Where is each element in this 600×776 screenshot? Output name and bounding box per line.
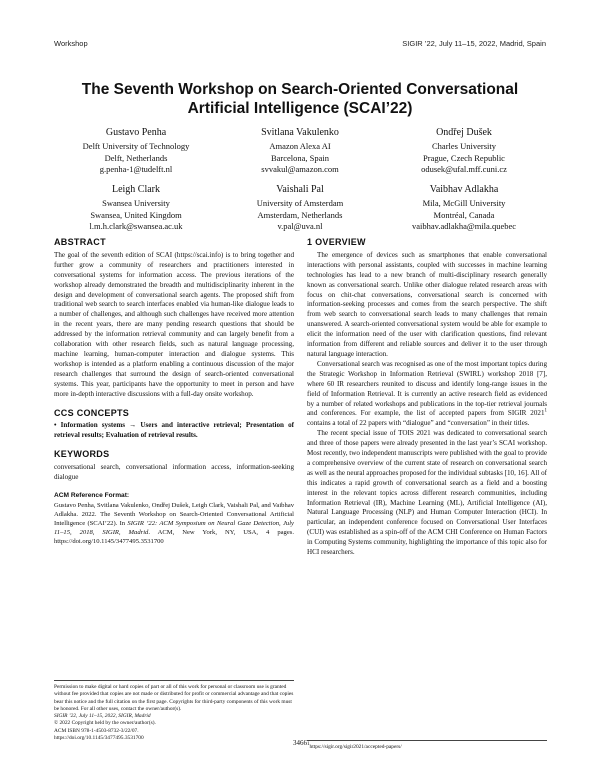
abstract-heading: ABSTRACT xyxy=(54,237,106,247)
permission-notice xyxy=(54,680,294,742)
author-affiliation: Charles University xyxy=(432,141,496,151)
author-name: Vaibhav Adlakha xyxy=(429,184,499,195)
paper-title: The Seventh Workshop on Search-Oriented Conversational Artificial Intelligence (SCAI’22) xyxy=(81,81,519,117)
author-email[interactable]: l.m.h.clark@swansea.ac.uk xyxy=(89,221,183,231)
acm-reference-heading: ACM Reference Format: xyxy=(54,491,130,499)
author-location: Prague, Czech Republic xyxy=(423,152,505,163)
author-affiliation: Amazon Alexa AI xyxy=(269,141,331,151)
author-email[interactable]: g.penha-1@tudelft.nl xyxy=(99,164,173,174)
right-column xyxy=(307,238,547,558)
author-name: Svitlana Vakulenko xyxy=(261,127,339,138)
overview-paragraph-2: Conversational search was recognised as one of the most important topics during the Strategic Workshop in Information Retrieval (SWIRL) workshop 2018 [7], where 60 IR researchers reunited to discuss and identify long-range issues in the field of Information Retrieval. It is currently an active research field as evidenced by a number of related workshops and publications in the top-tier retrieval journals and conferences. For example, the list of accepted papers from SIGIR 2021$^1$ contains a total of 22 papers with “dialogue” and “conversation” in their titles. xyxy=(307,359,547,428)
author-location: Barcelona, Spain xyxy=(270,152,330,163)
author-name: Ondřej Dušek xyxy=(436,127,492,138)
keywords-text: conversational search, conversational information access, information-seeking dialogue xyxy=(54,463,294,482)
author-email[interactable]: svvakul@amazon.com xyxy=(261,164,339,174)
author-email[interactable]: vaibhav.adlakha@mila.quebec xyxy=(411,221,517,231)
permission-copyright: © 2022 Copyright held by the owner/author(s). xyxy=(54,720,156,727)
author-block xyxy=(218,183,382,233)
left-column xyxy=(54,238,294,546)
author-row-2 xyxy=(54,183,546,233)
author-block xyxy=(382,183,546,233)
author-block xyxy=(218,126,382,176)
acm-reference-text: Gustavo Penha, Svitlana Vakulenko, Ondřej Dušek, Leigh Clark, Vaishali Pal, and Vaibhav Adlakha. 2022. The Seventh Workshop on Search-Oriented Conversational Artificial Intelligence (SCAI’22). In SIGIR ’22: ACM Symposium on Neural Gaze Detection, July 11–15, 2018, SIGIR, Madrid. ACM, New York, NY, USA, 4 pages. https://doi.org/10.1145/3477495.3531700 xyxy=(54,501,294,545)
permission-doi[interactable]: https://doi.org/10.1145/3477495.3531700 xyxy=(54,735,144,742)
author-location: Montréal, Canada xyxy=(433,209,495,220)
ccs-text: • Information systems → Users and interactive retrieval; Presentation of retrieval results; Evaluation of retrieval results. xyxy=(54,421,294,440)
permission-text: Permission to make digital or hard copies of part or all of this work for personal or classroom use is granted without fee provided that copies are not made or distributed for profit or commercial advantage and that copies bear this notice and the full citation on the first page. Copyrights for third-party components of this work must be honored. For all other uses, contact the owner/author(s). xyxy=(54,684,294,712)
author-email[interactable]: odusek@ufal.mff.cuni.cz xyxy=(421,164,507,174)
author-email[interactable]: v.pal@uva.nl xyxy=(277,221,323,231)
footnote: $^1$https://sigir.org/sigir2021/accepted-papers/ xyxy=(307,740,547,750)
author-location: Delft, Netherlands xyxy=(104,152,168,163)
author-block xyxy=(54,126,218,176)
ccs-heading: CCS CONCEPTS xyxy=(54,407,130,418)
author-name: Leigh Clark xyxy=(111,184,161,195)
permission-venue: SIGIR ’22, July 11–15, 2022, SIGIR, Madrid xyxy=(54,713,151,720)
author-row-1 xyxy=(54,126,546,176)
overview-paragraph-1: The emergence of devices such as smartphones that enable conversational interactions with personal assistants, coupled with successes in machine learning technologies has lead to a new branch of multi-disciplinary research generally known as conversational search. Unlike other dialogue related research areas with focus on chit-chat conversations, conversational search is concerned with information-seeking processes and comes from the search perspective. The shift from web search to conversational search leads to many challenges that remain unanswered. A search-oriented conversational system would be able for example to elicit the information need of the user with clarification questions, find relevant information from different and reliable sources and deliver it to the user through natural language interaction. xyxy=(307,250,547,358)
author-affiliation: Delft University of Technology xyxy=(82,141,190,151)
author-name: Vaishali Pal xyxy=(276,184,324,195)
running-header-right: SIGIR ’22, July 11–15, 2022, Madrid, Spain xyxy=(402,39,546,48)
author-block xyxy=(54,183,218,233)
permission-isbn: ACM ISBN 978-1-4503-8732-3/22/07. xyxy=(54,727,139,734)
keywords-heading: KEYWORDS xyxy=(54,449,110,460)
footnote-link[interactable]: https://sigir.org/sigir2021/accepted-papers/ xyxy=(309,744,402,750)
author-block xyxy=(382,126,546,176)
author-affiliation: University of Amsterdam xyxy=(256,198,344,208)
page-number: 3466 xyxy=(293,739,307,747)
author-location: Swansea, United Kingdom xyxy=(90,209,182,220)
author-name: Gustavo Penha xyxy=(105,127,167,138)
author-location: Amsterdam, Netherlands xyxy=(257,209,343,220)
running-header-left: Workshop xyxy=(54,39,88,48)
overview-heading: 1 OVERVIEW xyxy=(307,237,366,247)
abstract-text: The goal of the seventh edition of SCAI (https://scai.info) is to bring together and further grow a community of researchers and practitioners interested in conversational systems for information access. The previous iterations of the workshop already demonstrated the breadth and multidisciplinarity inherent in the design and development of conversational search agents. The proposed shift from traditional web search to search interfaces enabled via human-like dialogue leads to a number of challenges, and although such challenges have received more attention in the recent years, there are many pending research questions that should be addressed by the information retrieval community and can largely benefit from a collaboration with other research fields, such as natural language processing, machine learning, human-computer interaction and dialogue systems. This workshop is intended as a platform enabling a continuous discussion of the major research challenges that surround the design of search-oriented conversational systems. This year, participants have the opportunity to meet in person and have more in-depth interactive discussions with a full-day onsite workshop. xyxy=(54,250,294,398)
footnote-mark: 1 xyxy=(544,409,547,415)
author-affiliation: Mila, McGill University xyxy=(422,198,506,208)
author-affiliation: Swansea University xyxy=(102,198,170,208)
overview-paragraph-3: The recent special issue of TOIS 2021 was dedicated to conversational search and three of those papers were already presented in the last year’s SCAI workshop. Most recently, two independent manuscripts were published with the goal to provide a comprehensive overview of the current state of research on conversational search as well as the neural approaches proposed for the individual subtasks [10, 16]. All of this indicates a rapid growth of conversational search as a field and a boosting interest in the relevant topics across different research communities, including Information Retrieval (IR), Machine Learning (ML), Artificial Intelligence (AI), Natural Language Processing (NLP) and Human Computer Interaction (HCI). In particular, an independent conference focused on Conversational User Interfaces (CUI) was established as a spin-off of the ACM CHI Conference on Human Factors in Computing Systems community, highlighting the importance of this topic also for HCI researchers. xyxy=(307,429,547,557)
